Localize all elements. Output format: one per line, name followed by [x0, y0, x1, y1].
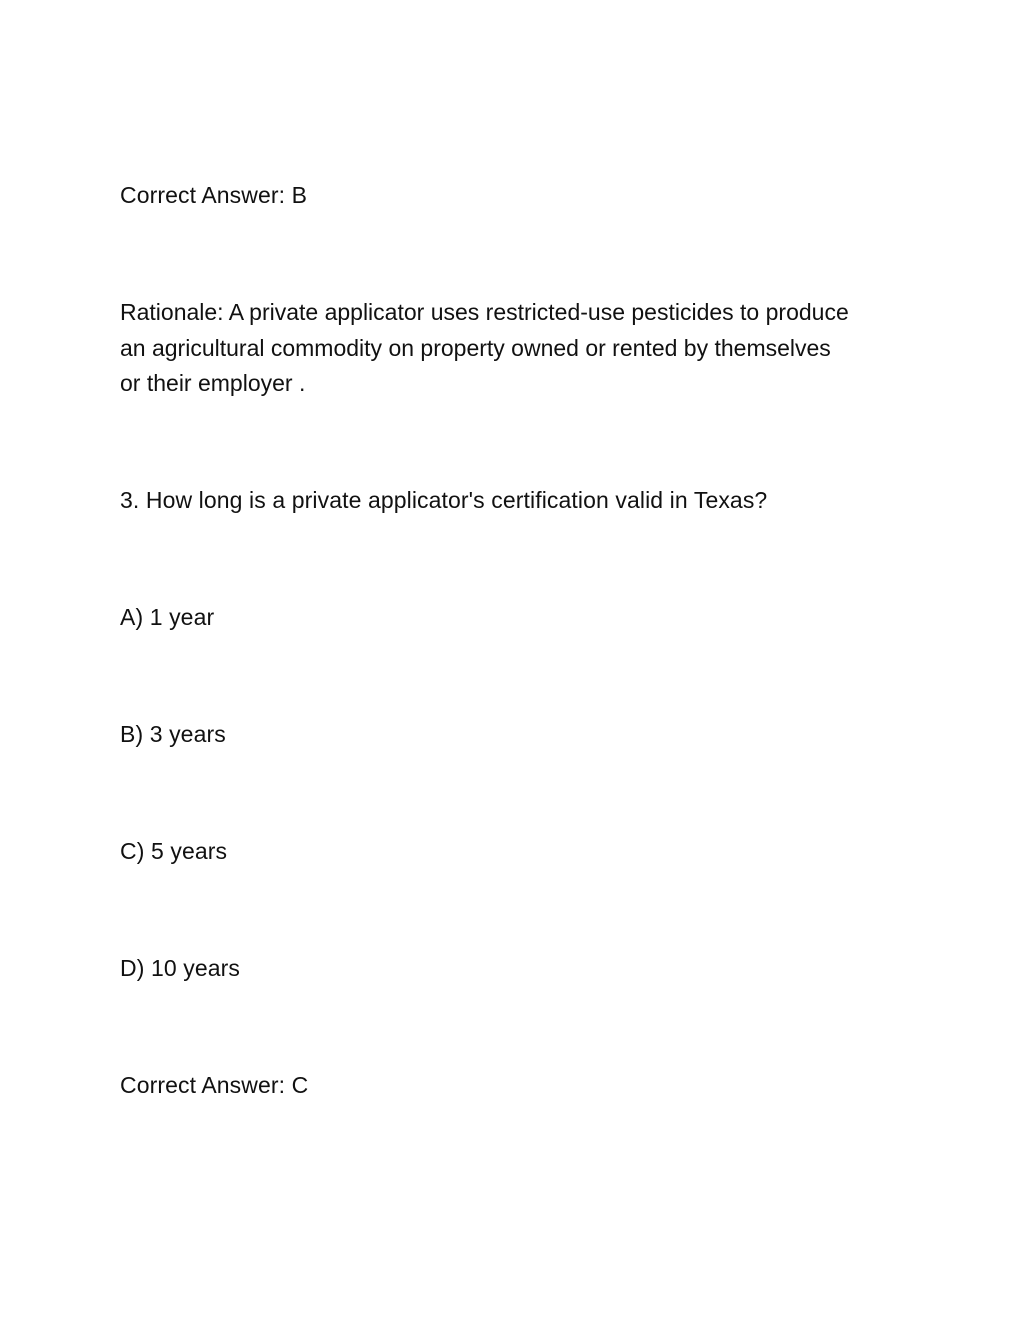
- rationale-line-1: Rationale: A private applicator uses restricted-use pesticides to produce: [120, 299, 849, 325]
- option-d: D) 10 years: [120, 955, 240, 981]
- rationale-line-2: an agricultural commodity on property owned or rented by themselves: [120, 334, 831, 361]
- option-c: C) 5 years: [120, 838, 228, 864]
- correct-answer: Correct Answer: C: [120, 1072, 309, 1098]
- option-b: B) 3 years: [120, 721, 226, 747]
- option-a: A) 1 year: [120, 604, 215, 630]
- rationale-paragraph: [120, 295, 910, 402]
- previous-correct-answer: Correct Answer: B: [120, 182, 308, 208]
- rationale-line-3: or their employer .: [120, 370, 306, 396]
- question-text: 3. How long is a private applicator's certification valid in Texas?: [120, 487, 768, 513]
